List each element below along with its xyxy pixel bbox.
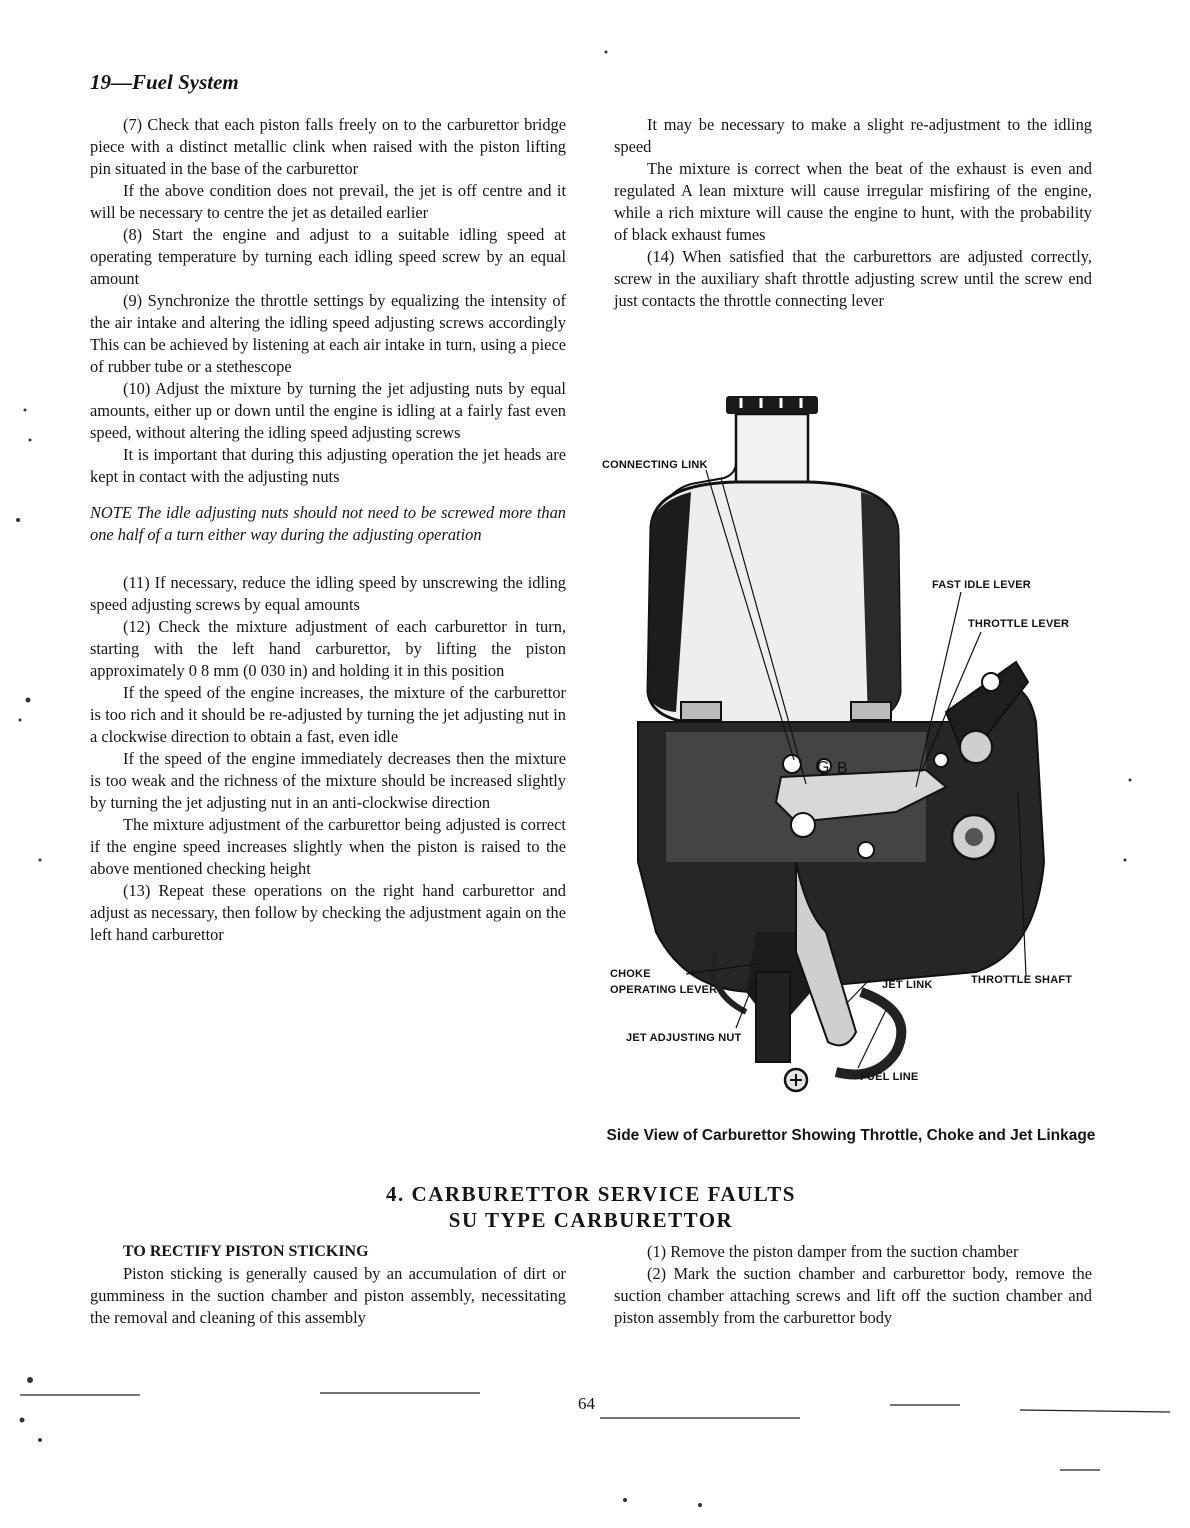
section-title	[90, 1181, 1092, 1233]
page-title: 19—Fuel System	[90, 70, 239, 94]
paragraph-step-12: (12) Check the mixture adjustment of each carburettor in turn, starting with the left hand carburettor, by lifting the piston approximately 0 8 mm (0 030 in) and holding it in this position	[90, 617, 566, 680]
paragraph-step-14: (14) When satisfied that the carburettors are adjusted correctly, screw in the auxiliary shaft throttle adjusting screw until the screw end just contacts the throttle connecting lever	[614, 247, 1092, 310]
paragraph-step-9: (9) Synchronize the throttle settings by equalizing the intensity of the air intake and altering the idling speed adjusting screws accordingly This can be achieved by listening at each air intake in turn, using a piece of rubber tube or a stethescope	[90, 291, 566, 376]
paragraph-step-11: (11) If necessary, reduce the idling speed by unscrewing the idling speed adjusting screws by equal amounts	[90, 573, 566, 614]
section-title-line-2: SU TYPE CARBURETTOR	[448, 1208, 734, 1232]
paragraph-remove-damper: (1) Remove the piston damper from the suction chamber	[647, 1242, 1019, 1261]
paragraph-piston-sticking-cause: Piston sticking is generally caused by an accumulation of dirt or gumminess in the suction chamber and piston assembly, necessitating the removal and cleaning of this assembly	[90, 1264, 566, 1327]
paragraph-readjust-idling: It may be necessary to make a slight re-adjustment to the idling speed	[614, 115, 1092, 156]
figure-caption: Side View of Carburettor Showing Throttle, Choke and Jet Linkage	[606, 1127, 1096, 1144]
bottom-left-column	[90, 1241, 566, 1329]
carburettor-illustration	[596, 392, 1096, 1122]
note-idle-adjusting: NOTE The idle adjusting nuts should not need to be screwed more than one half of a turn either way during the adjusting operation	[90, 503, 566, 544]
section-title-line-1: 4. CARBURETTOR SERVICE FAULTS	[386, 1182, 796, 1206]
label-jet-link: JET LINK	[882, 979, 933, 991]
paragraph-jet-off-centre: If the above condition does not prevail, the jet is off centre and it will be necessary to centre the jet as detailed earlier	[90, 181, 566, 222]
paragraph-speed-decreases: If the speed of the engine immediately decreases then the mixture is too weak and the richness of the mixture should be increased slightly by turning the jet adjusting nut in an anti-clockwise direction	[90, 749, 566, 812]
paragraph-mixture-beat: The mixture is correct when the beat of the exhaust is even and regulated A lean mixture will cause irregular misfiring of the engine, while a rich mixture will cause the engine to hunt, with the probability of black exhaust fumes	[614, 159, 1092, 244]
paragraph-step-7: (7) Check that each piston falls freely on to the carburettor bridge piece with a distinct metallic clink when raised with the piston lifting pin situated in the base of the carburettor	[90, 115, 566, 178]
label-throttle-lever: THROTTLE LEVER	[968, 618, 1070, 630]
paragraph-mark-chamber: (2) Mark the suction chamber and carburettor body, remove the suction chamber attaching screws and lift off the suction chamber and piston assembly from the carburettor body	[614, 1264, 1092, 1327]
paragraph-step-8: (8) Start the engine and adjust to a suitable idling speed at operating temperature by turning each idling speed screw by an equal amount	[90, 225, 566, 288]
right-column	[614, 114, 1092, 312]
paragraph-mixture-correct: The mixture adjustment of the carburettor being adjusted is correct if the engine speed increases slightly when the piston is raised to the above mentioned checking height	[90, 815, 566, 878]
label-jet-adjusting-nut: JET ADJUSTING NUT	[626, 1032, 742, 1044]
paragraph-speed-increases: If the speed of the engine increases, the mixture of the carburettor is too rich and it should be re-adjusted by turning the jet adjusting nut in a clockwise direction to obtain a fast, even idle	[90, 683, 566, 746]
subheading-piston-sticking: TO RECTIFY PISTON STICKING	[123, 1243, 369, 1260]
label-choke: CHOKE	[610, 968, 651, 980]
label-fuel-line: FUEL LINE	[860, 1071, 919, 1083]
bottom-right-column	[614, 1241, 1092, 1329]
carburettor-figure	[596, 392, 1096, 1122]
svg-text:G: G	[817, 759, 830, 776]
left-column	[90, 114, 566, 946]
paragraph-jet-heads: It is important that during this adjusting operation the jet heads are kept in contact with the adjusting nuts	[90, 445, 566, 486]
label-throttle-shaft: THROTTLE SHAFT	[971, 974, 1073, 986]
paragraph-step-13: (13) Repeat these operations on the right hand carburettor and adjust as necessary, then follow by checking the adjustment again on the left hand carburettor	[90, 881, 566, 944]
paragraph-step-10: (10) Adjust the mixture by turning the jet adjusting nuts by equal amounts, either up or down until the engine is idling at a fairly fast even speed, without altering the idling speed adjusting screws	[90, 379, 566, 442]
page-number: 64	[578, 1394, 595, 1413]
svg-text:B: B	[837, 760, 848, 777]
label-fast-idle-lever: FAST IDLE LEVER	[932, 579, 1031, 591]
label-operating-lever: OPERATING LEVER	[610, 984, 718, 996]
label-connecting-link: CONNECTING LINK	[602, 459, 708, 471]
